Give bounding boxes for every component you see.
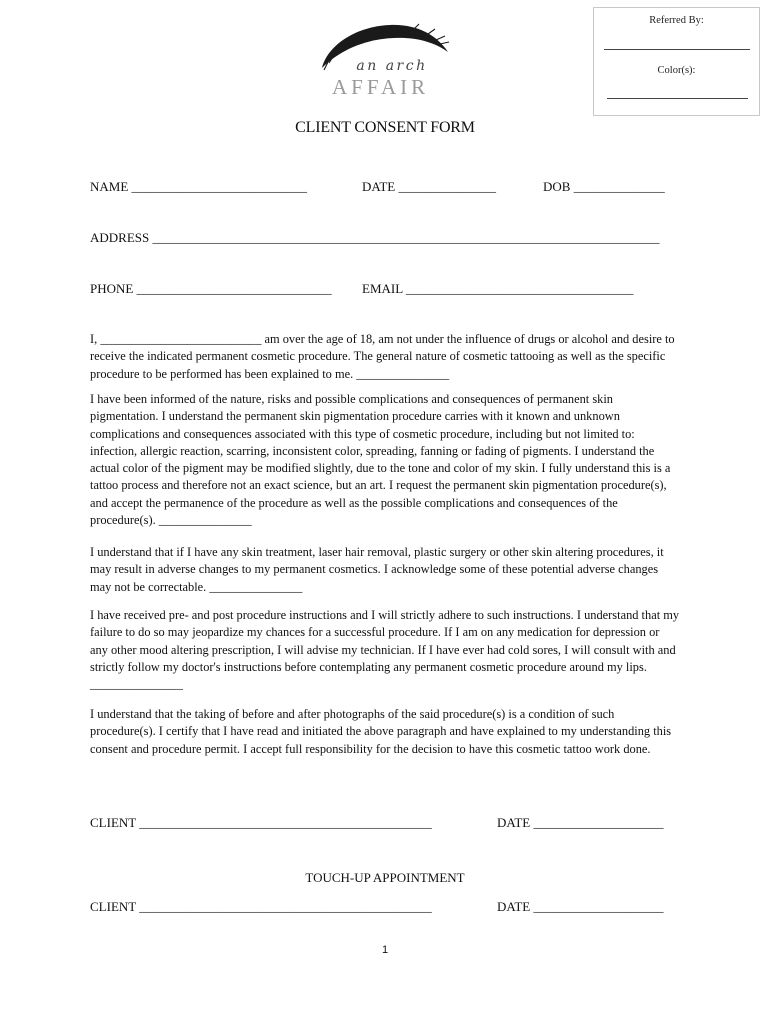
touchup-heading: TOUCH-UP APPOINTMENT: [305, 870, 465, 885]
colors-label: Color(s):: [657, 65, 696, 76]
logo-script-text: an arch: [356, 58, 428, 74]
consent-paragraph-age: I, __________________________ am over the age of 18, am not under the influence of drugs or alcohol and desire to receive the indicated permanent cosmetic procedure. The general nature of cosmetic tattooing as well as the specific procedure to be performed has been explained to me. _______________: [90, 332, 675, 381]
client-signature-field[interactable]: CLIENT _____________________________________________: [90, 815, 432, 830]
consent-paragraph-risks: I have been informed of the nature, risks and possible complications and consequences of permanent skin pigmentation. I understand the permanent skin pigmentation procedure carries with it known and unknown complications and consequences associated with this type of cosmetic procedure, including but not limited to: infection, allergic reaction, scarring, inconsistent color, spreading, fanning or fading of pigments. I understand the actual color of the pigment may be modified slightly, due to the tone and color of my skin. I fully understand this is a tattoo process and therefore not an exact science, but an art. I request the permanent skin pigmentation procedure(s), and accept the permanence of the procedure as well as the possible complications and consequences of the procedure(s). _______________: [90, 392, 671, 528]
touchup-client-field[interactable]: CLIENT _____________________________________________: [90, 899, 432, 914]
logo-main-text: AFFAIR: [332, 75, 430, 99]
email-field[interactable]: EMAIL ___________________________________: [362, 281, 634, 296]
dob-field[interactable]: DOB ______________: [543, 179, 665, 194]
referred-by-label: Referred By:: [649, 15, 704, 26]
page-title: CLIENT CONSENT FORM: [295, 119, 475, 136]
page-number: 1: [381, 944, 389, 956]
referral-box: [593, 7, 760, 116]
phone-field[interactable]: PHONE ______________________________: [90, 281, 332, 296]
name-field[interactable]: NAME ___________________________: [90, 179, 308, 194]
address-field[interactable]: ADDRESS ______________________________________________________________________________: [90, 230, 660, 245]
consent-paragraph-photographs: I understand that the taking of before and after photographs of the said procedure(s) is a condition of such procedure(s). I certify that I have read and initiated the above paragraph and have explained to my understanding this consent and procedure permit. I accept full responsibility for the decision to have this cosmetic tattoo work done.: [90, 707, 672, 756]
referred-by-field[interactable]: [604, 49, 750, 50]
client-date-field[interactable]: DATE ____________________: [497, 815, 664, 830]
touchup-date-field[interactable]: DATE ____________________: [497, 899, 664, 914]
date-field[interactable]: DATE _______________: [362, 179, 496, 194]
brand-logo: [318, 22, 452, 102]
colors-field[interactable]: [607, 98, 748, 99]
consent-paragraph-skin-treatment: I understand that if I have any skin treatment, laser hair removal, plastic surgery or other skin altering procedures, it may result in adverse changes to my permanent cosmetics. I acknowledge some of these potential adverse changes may not be correctable. _______________: [90, 545, 664, 594]
consent-paragraph-instructions: I have received pre- and post procedure instructions and I will strictly adhere to such instructions. I understand that my failure to do so may jeopardize my chances for a successful procedure. If I am on any medication for depression or any other mood altering prescription, I will advise my technician. If I have ever had cold sores, I will consult with and strictly follow my doctor's instructions before contemplating any permanent cosmetic procedure around my lips. _______________: [90, 608, 680, 692]
